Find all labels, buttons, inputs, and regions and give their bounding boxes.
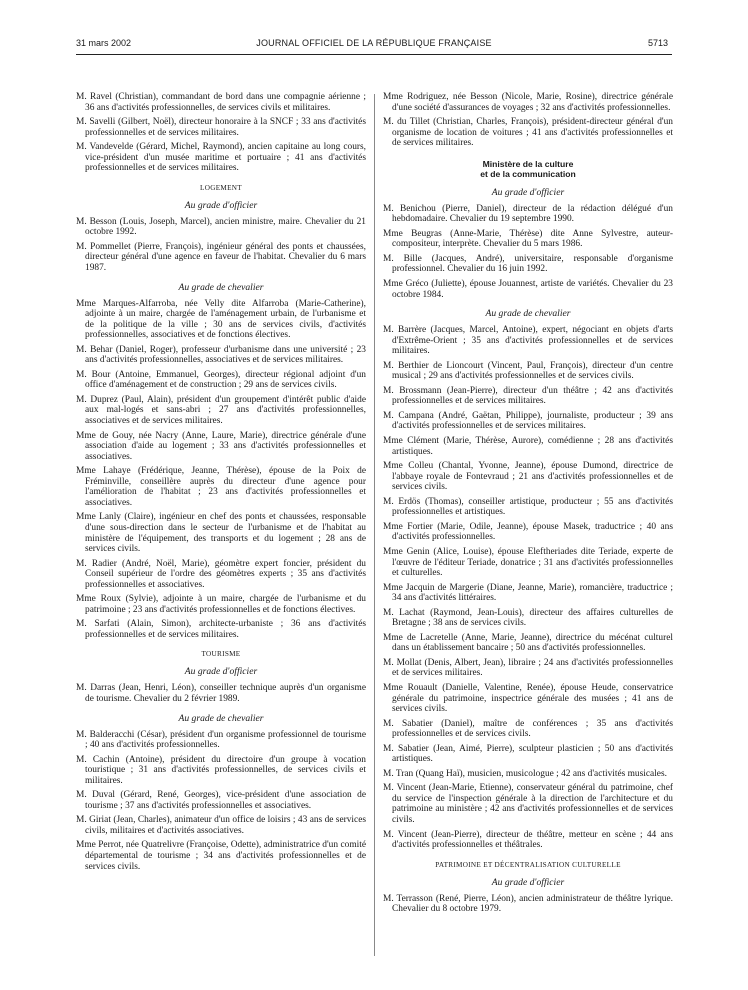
grade-heading: Au grade de chevalier: [485, 308, 571, 320]
entry-paragraph: Mme de Gouy, née Nacry (Anne, Laure, Marie), directrice générale d'une association d'aide au logement ; 33 ans d'activités professionnelles et associatives.: [76, 430, 366, 462]
entry-list: [76, 92, 366, 174]
entry-paragraph: M. Besson (Louis, Joseph, Marcel), ancien ministre, maire. Chevalier du 21 octobre 1992.: [76, 216, 366, 238]
entry-paragraph: M. Erdös (Thomas), conseiller artistique, producteur ; 55 ans d'activités professionnelles et artistiques.: [383, 496, 673, 518]
entry-paragraph: M. Campana (André, Gaëtan, Philippe), journaliste, producteur ; 39 ans d'activités professionnelles et de services militaires.: [383, 410, 673, 432]
section-title-line: et de la communication: [480, 168, 576, 179]
entry-paragraph: Mme de Lacretelle (Anne, Marie, Jeanne), directrice du mécénat culturel dans un établissement bancaire ; 50 ans d'activités professionnelles.: [383, 632, 673, 654]
section-title-culture: [383, 159, 673, 179]
entry-paragraph: M. Mollat (Denis, Albert, Jean), libraire ; 24 ans d'activités professionnelles et de services militaires.: [383, 657, 673, 679]
entry-paragraph: Mme Lahaye (Frédérique, Jeanne, Thérèse), épouse de la Poix de Fréminville, conseillère auprès du directeur d'une agence pour l'amélioration de l'habitat ; 23 ans d'activités professionnelles et associatives.: [76, 466, 366, 508]
entry-paragraph: M. Behar (Daniel, Roger), professeur d'urbanisme dans une université ; 23 ans d'activités professionnelles, associatives et de services militaires.: [76, 344, 366, 366]
entry-paragraph: M. Bille (Jacques, André), universitaire, responsable d'organisme professionnel. Chevalier du 16 juin 1992.: [383, 253, 673, 275]
header-title: JOURNAL OFFICIEL DE LA RÉPUBLIQUE FRANÇAISE: [256, 38, 492, 48]
entry-paragraph: M. Cachin (Antoine), président du directoire d'un groupe à vocation touristique ; 31 ans d'activités professionnelles, de services civils et militaires.: [76, 754, 366, 786]
entry-list: [383, 204, 673, 300]
entry-paragraph: M. du Tillet (Christian, Charles, François), président-directeur général d'un organisme de location de voitures ; 41 ans d'activités professionnelles et de services militaires.: [383, 117, 673, 149]
entry-paragraph: M. Savelli (Gilbert, Noël), directeur honoraire à la SNCF ; 33 ans d'activités professionnelles et de services militaires.: [76, 117, 366, 138]
grade-heading: Au grade d'officier: [491, 186, 565, 198]
entry-paragraph: Mme Rodriguez, née Besson (Nicole, Marie, Rosine), directrice générale d'une société d'assurances de voyages ; 32 ans d'activités professionnelles.: [383, 92, 673, 113]
entry-paragraph: Mme Roux (Sylvie), adjointe à un maire, chargée de l'urbanisme et du patrimoine ; 23 ans d'activités professionnelles et de fonctions électives.: [76, 594, 366, 615]
entry-paragraph: M. Sabatier (Daniel), maître de conférences ; 35 ans d'activités professionnelles et de services civils.: [383, 718, 673, 740]
entry-paragraph: M. Brossmann (Jean-Pierre), directeur d'un théâtre ; 42 ans d'activités professionnelles et de services militaires.: [383, 385, 673, 407]
left-column: [76, 92, 366, 876]
entry-paragraph: M. Vincent (Jean-Pierre), directeur de théâtre, metteur en scène ; 44 ans d'activités professionnelles et théâtrales.: [383, 829, 673, 851]
entry-paragraph: M. Darras (Jean, Henri, Léon), conseiller technique auprès d'un organisme de tourisme. Chevalier du 2 février 1989.: [76, 683, 366, 704]
right-column: [383, 92, 673, 919]
section-title-tourisme: TOURISME: [201, 650, 241, 659]
entry-paragraph: M. Bour (Antoine, Emmanuel, Georges), directeur régional adjoint d'un office d'aménagement et de construction ; 29 ans de services civils.: [76, 369, 366, 391]
entry-paragraph: M. Duprez (Paul, Alain), président d'un groupement d'intérêt public d'aide aux mal-logés et sans-abri ; 27 ans d'activités professionnelles, associatives et de services militaires.: [76, 394, 366, 427]
entry-paragraph: M. Duval (Gérard, René, Georges), vice-président d'une association de tourisme ; 37 ans d'activités professionnelles et associatives.: [76, 790, 366, 811]
entry-list: [383, 92, 673, 149]
column-divider: [374, 94, 375, 956]
section-title-patrimoine: PATRIMOINE ET DÉCENTRALISATION CULTURELLE: [435, 860, 621, 869]
header-page-number: 5713: [647, 38, 668, 48]
entry-list: [76, 217, 366, 274]
entry-paragraph: Mme Fortier (Marie, Odile, Jeanne), épouse Masek, traductrice ; 40 ans d'activités professionnelles.: [383, 521, 673, 543]
entry-paragraph: Mme Perrot, née Quatrelivre (Françoise, Odette), administratrice d'un comité départemental de tourisme ; 34 ans d'activités professionnelles et de services civils.: [76, 840, 366, 872]
page-header: [0, 38, 748, 52]
entry-paragraph: Mme Lanly (Claire), ingénieur en chef des ponts et chaussées, responsable d'une sous-direction dans le secteur de l'urbanisme et de l'habitat au ministère de l'équipement, des transports et du logement ; 28 ans de services civils.: [76, 512, 366, 555]
entry-paragraph: M. Giriat (Jean, Charles), animateur d'un office de loisirs ; 43 ans de services civils, militaires et d'activités associatives.: [76, 815, 366, 836]
section-title-logement: LOGEMENT: [200, 183, 242, 192]
section-title-line: Ministère de la culture: [482, 158, 574, 169]
grade-heading: Au grade de chevalier: [178, 281, 264, 293]
entry-paragraph: Mme Marques-Alfarroba, née Velly dite Alfarroba (Marie-Catherine), adjointe à un maire, chargée de l'aménagement urbain, de l'urbanisme et de la politique de la ville ; 30 ans de services civils, d'activités professionnelles, associatives et de fonctions électives.: [76, 298, 366, 341]
grade-heading: Au grade d'officier: [491, 876, 565, 888]
entry-paragraph: M. Benichou (Pierre, Daniel), directeur de la rédaction délégué d'un hebdomadaire. Chevalier du 19 septembre 1990.: [383, 203, 673, 225]
entry-paragraph: M. Ravel (Christian), commandant de bord dans une compagnie aérienne ; 36 ans d'activités professionnelles, de services civils et militaires.: [76, 92, 366, 113]
header-rule: [76, 54, 672, 55]
entry-paragraph: M. Vandevelde (Gérard, Michel, Raymond), ancien capitaine au long cours, vice-président d'un musée maritime et portuaire ; 41 ans d'activités professionnelles et de services militaires.: [76, 142, 366, 174]
entry-paragraph: M. Lachat (Raymond, Jean-Louis), directeur des affaires culturelles de Bretagne ; 38 ans de services civils.: [383, 607, 673, 629]
entry-paragraph: M. Barrère (Jacques, Marcel, Antoine), expert, négociant en objets d'arts d'Extrême-Orient ; 35 ans d'activités professionnelles et de services militaires.: [383, 325, 673, 357]
entry-paragraph: M. Radier (André, Noël, Marie), géomètre expert foncier, président du Conseil supérieur de l'ordre des géomètres experts ; 35 ans d'activités professionnelles et associatives.: [76, 558, 366, 590]
entry-list: [76, 683, 366, 704]
entry-list: [76, 730, 366, 873]
entry-paragraph: M. Tran (Quang Haï), musicien, musicologue ; 42 ans d'activités musicales.: [383, 768, 667, 779]
entry-paragraph: Mme Jacquin de Margerie (Diane, Jeanne, Marie), romancière, traductrice ; 34 ans d'activités littéraires.: [383, 582, 673, 604]
entry-list: [383, 894, 673, 915]
entry-paragraph: M. Balderacchi (César), président d'un organisme professionnel de tourisme ; 40 ans d'activités professionnelles.: [76, 729, 366, 751]
entry-paragraph: M. Sabatier (Jean, Aimé, Pierre), sculpteur plasticien ; 50 ans d'activités artistiques.: [383, 743, 673, 765]
entry-paragraph: Mme Rouault (Danielle, Valentine, Renée), épouse Heude, conservatrice générale du patrimoine, inspectrice générale des musées ; 41 ans de services civils.: [383, 682, 673, 715]
grade-heading: Au grade d'officier: [184, 199, 258, 211]
entry-paragraph: Mme Clément (Marie, Thérèse, Aurore), comédienne ; 28 ans d'activités artistiques.: [383, 436, 673, 457]
header-date: 31 mars 2002: [76, 38, 132, 48]
entry-paragraph: M. Berthier de Lioncourt (Vincent, Paul, François), directeur d'un centre musical ; 29 ans d'activités professionnelles et de services civils.: [383, 360, 673, 382]
entry-paragraph: M. Terrasson (René, Pierre, Léon), ancien administrateur de théâtre lyrique. Chevalier du 8 octobre 1979.: [383, 893, 673, 915]
entry-paragraph: Mme Gréco (Juliette), épouse Jouannest, artiste de variétés. Chevalier du 23 octobre 1984.: [383, 279, 673, 300]
entry-list: [76, 299, 366, 641]
entry-list: [383, 325, 673, 851]
entry-paragraph: Mme Colleu (Chantal, Yvonne, Jeanne), épouse Dumond, directrice de l'abbaye royale de Fontevraud ; 21 ans d'activités professionnelles et de services civils.: [383, 461, 673, 493]
grade-heading: Au grade d'officier: [184, 666, 258, 678]
entry-paragraph: M. Sarfati (Alain, Simon), architecte-urbaniste ; 36 ans d'activités professionnelles et de services militaires.: [76, 619, 366, 640]
entry-paragraph: M. Pommellet (Pierre, François), ingénieur général des ponts et chaussées, directeur général d'une agence en faveur de l'habitat. Chevalier du 6 mars 1987.: [76, 241, 366, 274]
entry-paragraph: Mme Genin (Alice, Louise), épouse Eleftheriades dite Teriade, experte de l'œuvre de l'éditeur Teriade, donatrice ; 31 ans d'activités professionnelles et culturelles.: [383, 546, 673, 579]
grade-heading: Au grade de chevalier: [178, 712, 264, 724]
entry-paragraph: M. Vincent (Jean-Marie, Etienne), conservateur général du patrimoine, chef du service de l'inspection générale à la direction de l'architecture et du patrimoine au ministère ; 42 ans d'activités professionnelles et de services civils.: [383, 783, 673, 825]
entry-paragraph: Mme Beugras (Anne-Marie, Thérèse) dite Anne Sylvestre, auteur-compositeur, interprète. Chevalier du 5 mars 1986.: [383, 228, 673, 250]
